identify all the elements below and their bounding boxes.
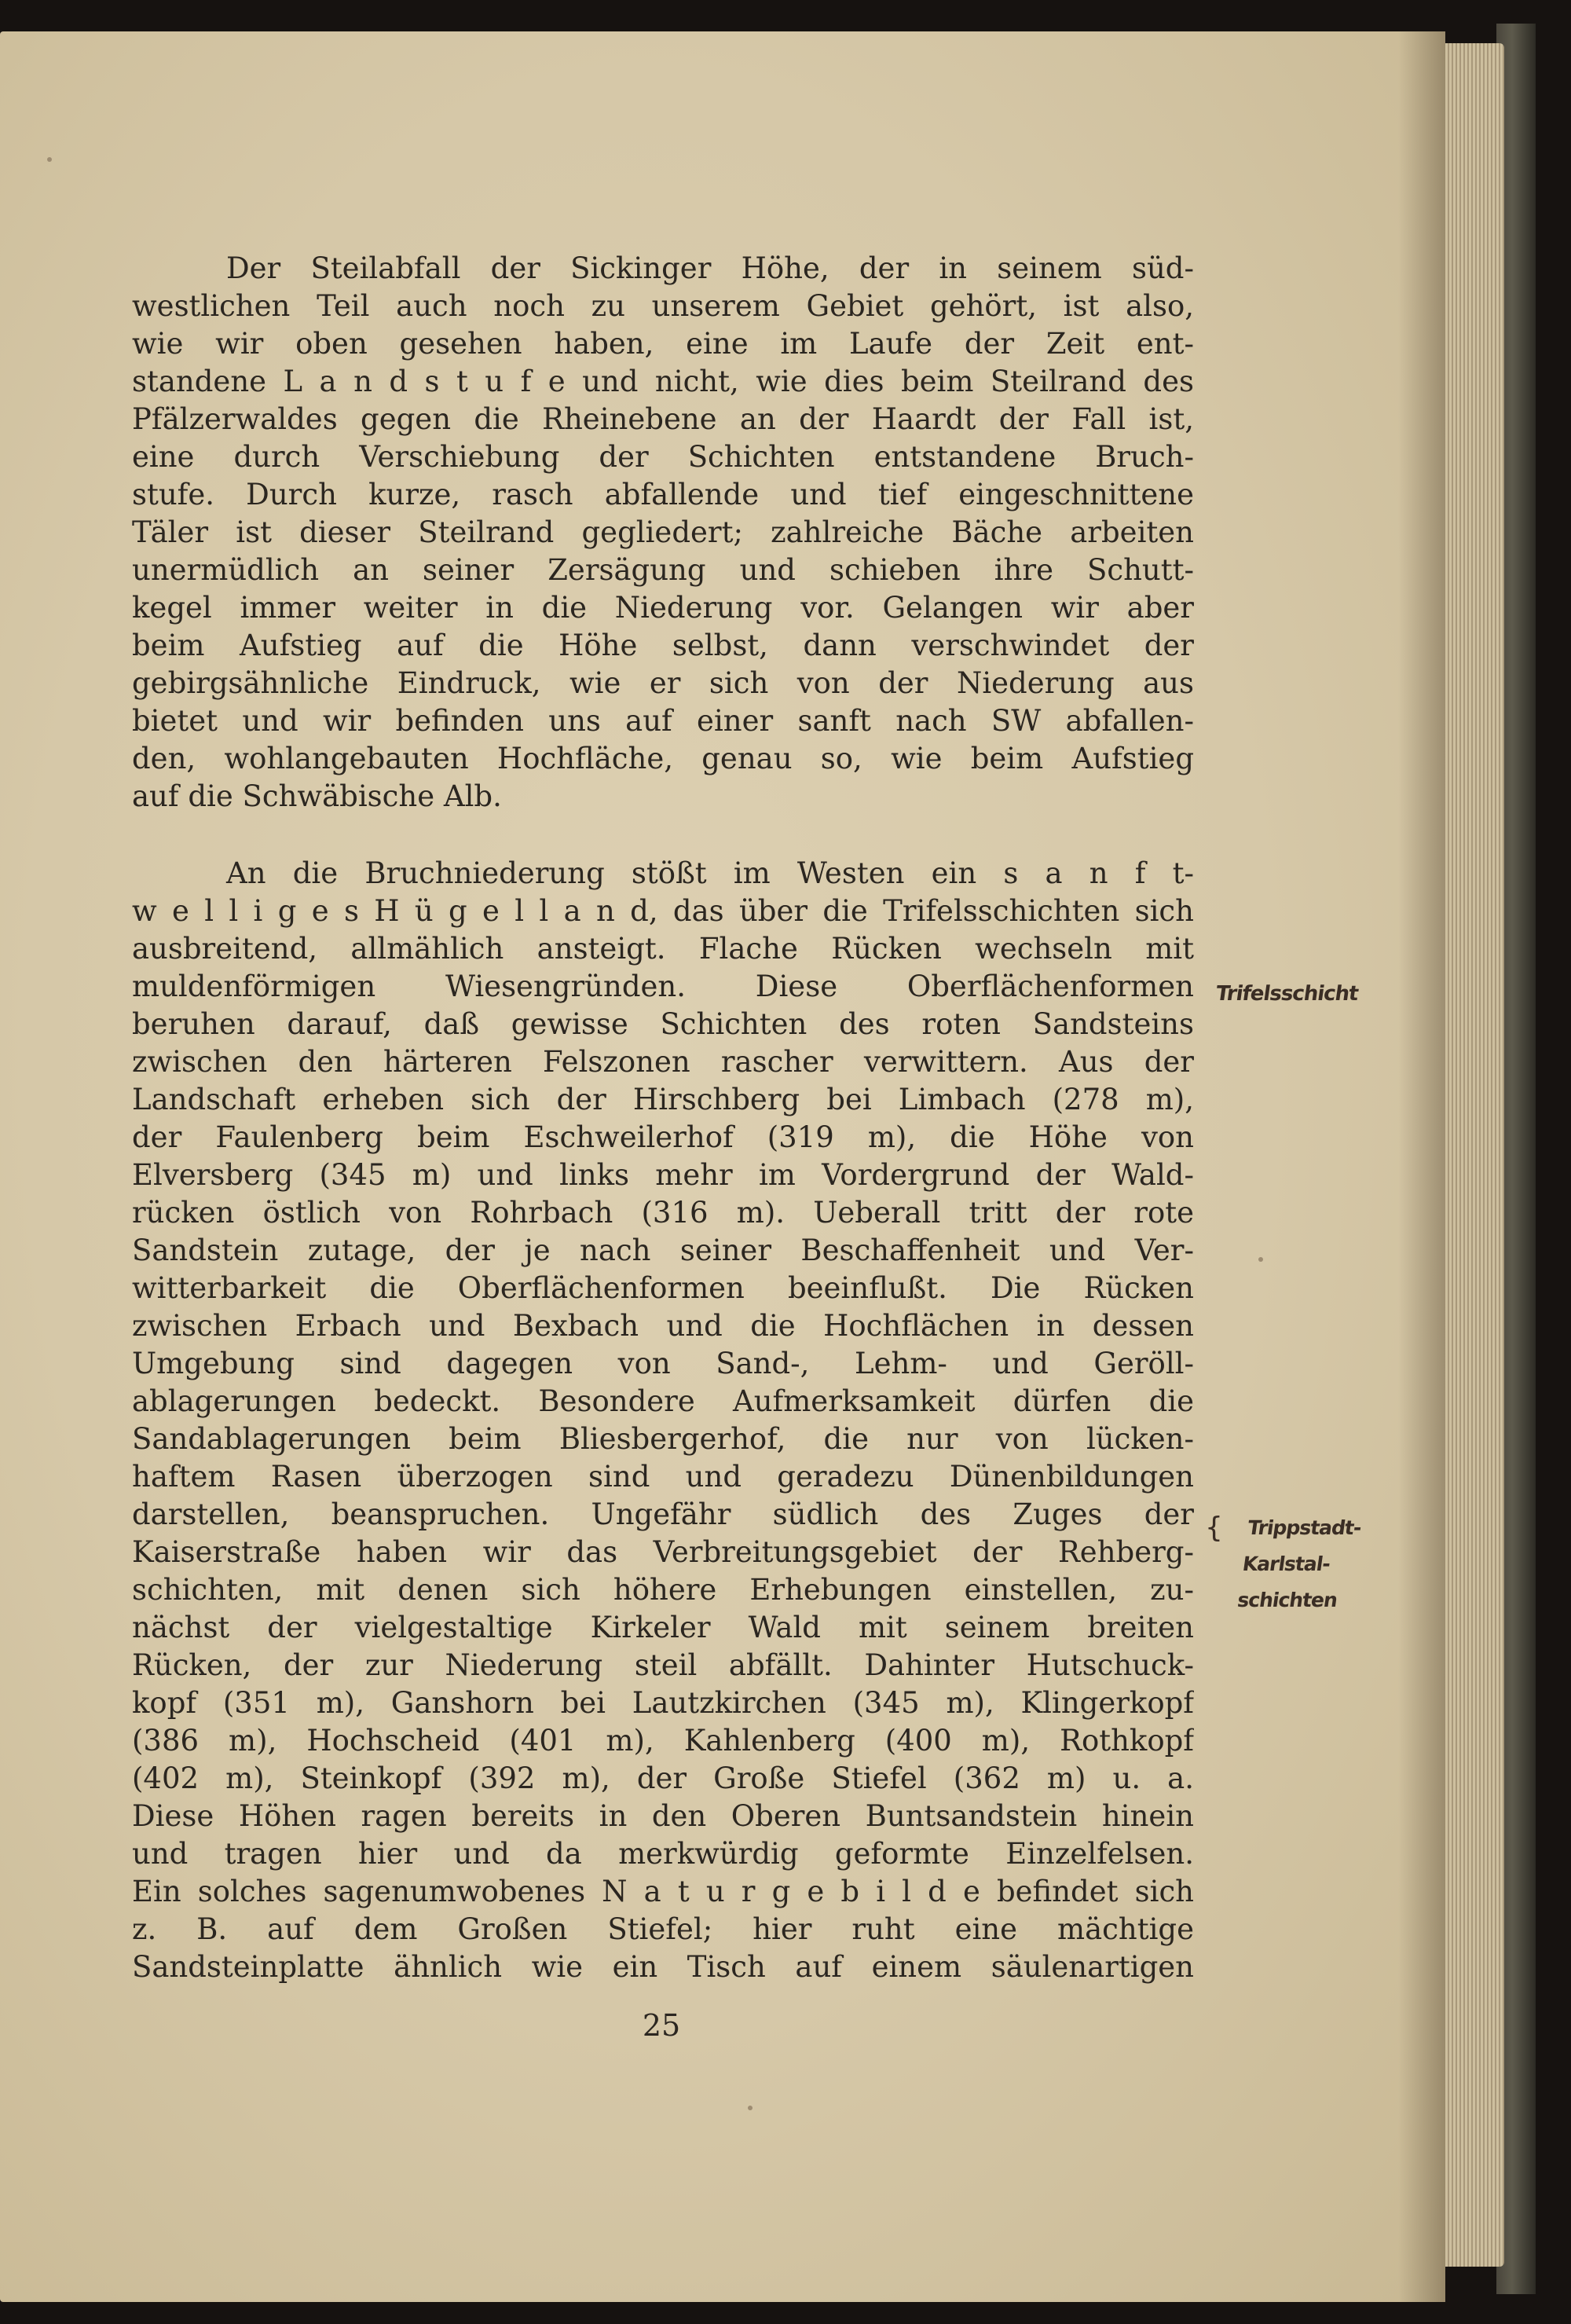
text-line: rücken östlich von Rohrbach (316 m). Ueberall tritt der rote — [132, 1196, 1194, 1230]
paragraph-1 — [132, 250, 1194, 816]
text-line: nächst der vielgestaltige Kirkeler Wald mit seinem breiten — [132, 1611, 1194, 1644]
text-line: Elversberg (345 m) und links mehr im Vordergrund der Wald- — [132, 1158, 1194, 1192]
text-line: darstellen, beanspruchen. Ungefähr südlich des Zuges der — [132, 1497, 1194, 1531]
text-line: Kaiserstraße haben wir das Verbreitungsgebiet der Rehberg- — [132, 1535, 1194, 1569]
text-line: (386 m), Hochscheid (401 m), Kahlenberg (400 m), Rothkopf — [132, 1724, 1194, 1758]
text-line: unermüdlich an seiner Zersägung und schieben ihre Schutt- — [132, 553, 1194, 587]
text-line: Täler ist dieser Steilrand gegliedert; zahlreiche Bäche arbeiten — [132, 515, 1194, 549]
text-line: An die Bruchniederung stößt im Westen ein s a n f t- — [226, 856, 1194, 890]
text-line: Pfälzerwaldes gegen die Rheinebene an der Haardt der Fall ist, — [132, 402, 1194, 436]
text-line: zwischen Erbach und Bexbach und die Hochflächen in dessen — [132, 1309, 1194, 1343]
handwritten-note-line: schichten — [1236, 1589, 1339, 1611]
text-line: gebirgsähnliche Eindruck, wie er sich von der Niederung aus — [132, 666, 1194, 700]
text-line: den, wohlangebauten Hochfläche, genau so, wie beim Aufstieg — [132, 742, 1194, 775]
text-line: Der Steilabfall der Sickinger Höhe, der in seinem süd- — [226, 251, 1194, 285]
text-line: wie wir oben gesehen haben, eine im Laufe der Zeit ent- — [132, 327, 1194, 361]
handwritten-note-rehberg — [1235, 1510, 1363, 1618]
text-line: westlichen Teil auch noch zu unserem Gebiet gehört, ist also, — [132, 289, 1194, 323]
text-line: kopf (351 m), Ganshorn bei Lautzkirchen (345 m), Klingerkopf — [132, 1686, 1194, 1720]
text-line: haftem Rasen überzogen sind und geradezu Dünenbildungen — [132, 1460, 1194, 1494]
text-line: ablagerungen bedeckt. Besondere Aufmerksamkeit dürfen die — [132, 1384, 1194, 1418]
text-line: auf die Schwäbische Alb. — [132, 779, 502, 813]
text-line: eine durch Verschiebung der Schichten entstandene Bruch- — [132, 440, 1194, 474]
text-line: ausbreitend, allmählich ansteigt. Flache Rücken wechseln mit — [132, 932, 1194, 966]
handwritten-note-trifels: Trifelsschicht — [1214, 982, 1360, 1006]
text-line: zwischen den härteren Felszonen rascher verwittern. Aus der — [132, 1045, 1194, 1079]
handwritten-brace: { — [1205, 1512, 1223, 1544]
text-line: der Faulenberg beim Eschweilerhof (319 m), die Höhe von — [132, 1120, 1194, 1154]
text-line: witterbarkeit die Oberflächenformen beeinflußt. Die Rücken — [132, 1271, 1194, 1305]
text-line: schichten, mit denen sich höhere Erhebungen einstellen, zu- — [132, 1573, 1194, 1607]
text-line: beim Aufstieg auf die Höhe selbst, dann verschwindet der — [132, 629, 1194, 662]
text-line: z. B. auf dem Großen Stiefel; hier ruht eine mächtige — [132, 1912, 1194, 1946]
text-line: Sandsteinplatte ähnlich wie ein Tisch auf einem säulenartigen — [132, 1950, 1194, 1984]
text-line: Landschaft erheben sich der Hirschberg bei Limbach (278 m), — [132, 1083, 1194, 1116]
page-number: 25 — [642, 2008, 681, 2043]
text-line: stufe. Durch kurze, rasch abfallende und tief eingeschnittene — [132, 478, 1194, 511]
text-line: Rücken, der zur Niederung steil abfällt. Dahinter Hutschuck- — [132, 1648, 1194, 1682]
text-line: Umgebung sind dagegen von Sand-, Lehm- und Geröll- — [132, 1347, 1194, 1380]
text-line: standene L a n d s t u f e und nicht, wie dies beim Steilrand des — [132, 365, 1194, 398]
text-line: Diese Höhen ragen bereits in den Oberen Buntsandstein hinein — [132, 1799, 1194, 1833]
paragraph-2 — [132, 855, 1194, 1986]
paragraph-gap — [132, 816, 1194, 855]
text-line: bietet und wir befinden uns auf einer sanft nach SW abfallen- — [132, 704, 1194, 738]
text-line: kegel immer weiter in die Niederung vor. Gelangen wir aber — [132, 591, 1194, 625]
text-line: und tragen hier und da merkwürdig geformte Einzelfelsen. — [132, 1837, 1194, 1871]
text-line: w e l l i g e s H ü g e l l a n d, das über die Trifelsschichten sich — [132, 894, 1194, 928]
handwritten-note-line: Trippstadt- — [1246, 1516, 1363, 1539]
body-text — [132, 250, 1194, 1986]
paper-speck — [748, 2106, 753, 2110]
text-line: beruhen darauf, daß gewisse Schichten des roten Sandsteins — [132, 1007, 1194, 1041]
gutter-shadow — [1398, 31, 1445, 2302]
text-line: Ein solches sagenumwobenes N a t u r g e b i l d e befindet sich — [132, 1875, 1194, 1908]
paper-speck — [47, 157, 52, 162]
paper-speck — [1258, 1257, 1263, 1262]
text-line: (402 m), Steinkopf (392 m), der Große Stiefel (362 m) u. a. — [132, 1761, 1194, 1795]
text-line: Sandstein zutage, der je nach seiner Beschaffenheit und Ver- — [132, 1233, 1194, 1267]
text-line: muldenförmigen Wiesengründen. Diese Oberflächenformen — [132, 970, 1194, 1003]
text-line: Sandablagerungen beim Bliesbergerhof, die nur von lücken- — [132, 1422, 1194, 1456]
handwritten-note-line: Karlstal- — [1241, 1552, 1331, 1575]
